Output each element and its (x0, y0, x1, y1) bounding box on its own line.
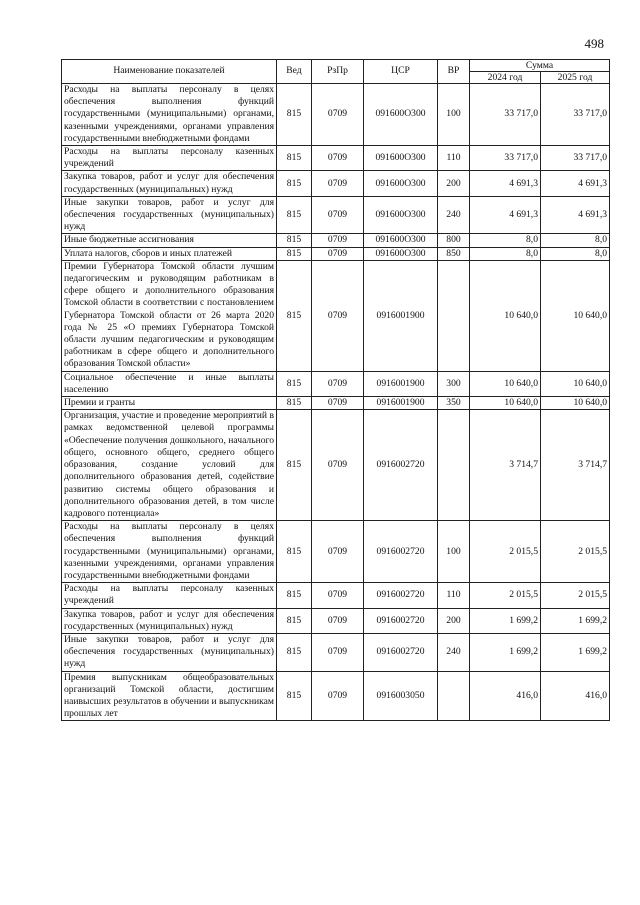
cell-csr: 0916002720 (364, 521, 438, 583)
cell-csr: 091600О300 (364, 171, 438, 196)
cell-vr (438, 260, 470, 371)
cell-sum-2024: 3 714,7 (470, 410, 541, 521)
cell-name: Премии Губернатора Томской области лучшим педагогическим и руководящим работникам в сфере общего и дополнительного образования Томской области в соответствии с постановлением Губернатора Томской области от 26 марта 2020 года № 25 «О премиях Губернатора Томской области лучшим педагогическим и руководящим работникам в сфере общего и дополнительного образования Томской области» (62, 260, 277, 371)
cell-csr: 091600О300 (364, 234, 438, 247)
cell-csr: 0916002720 (364, 633, 438, 671)
header-sum: Сумма (470, 60, 610, 72)
page-number: 498 (584, 36, 604, 51)
cell-name: Расходы на выплаты персоналу в целях обеспечения выполнения функций государственными (муниципальными) органами, казенными учреждениями, органами управления государственными внебюджетными фондами (62, 521, 277, 583)
cell-rzpr: 0709 (312, 196, 364, 234)
cell-vr: 240 (438, 633, 470, 671)
cell-sum-2025: 8,0 (541, 247, 610, 260)
cell-name: Премии и гранты (62, 397, 277, 410)
table-row (62, 84, 610, 146)
table-row (62, 397, 610, 410)
cell-name: Расходы на выплаты персоналу казенных учреждений (62, 146, 277, 171)
cell-name: Организация, участие и проведение мероприятий в рамках ведомственной целевой программы «Обеспечение получения дошкольного, начального общего, основного общего, среднего общего образования, создание условий для дополнительного образования детей, содействие развитию системы общего образования и дополнительного образования детей, в том числе кадрового потенциала» (62, 410, 277, 521)
table-row (62, 583, 610, 608)
cell-ved: 815 (277, 397, 312, 410)
cell-csr: 091600О300 (364, 84, 438, 146)
cell-rzpr: 0709 (312, 146, 364, 171)
cell-name: Социальное обеспечение и иные выплаты населению (62, 371, 277, 396)
cell-vr: 110 (438, 146, 470, 171)
table-row (62, 260, 610, 371)
cell-ved: 815 (277, 260, 312, 371)
cell-sum-2024: 2 015,5 (470, 521, 541, 583)
cell-csr: 091600О300 (364, 146, 438, 171)
cell-sum-2025: 33 717,0 (541, 84, 610, 146)
cell-rzpr: 0709 (312, 84, 364, 146)
table-row (62, 608, 610, 633)
cell-vr: 100 (438, 521, 470, 583)
cell-ved: 815 (277, 583, 312, 608)
cell-rzpr: 0709 (312, 521, 364, 583)
cell-ved: 815 (277, 671, 312, 721)
cell-rzpr: 0709 (312, 234, 364, 247)
cell-sum-2024: 33 717,0 (470, 84, 541, 146)
cell-sum-2024: 4 691,3 (470, 171, 541, 196)
cell-ved: 815 (277, 171, 312, 196)
header-ved: Вед (277, 60, 312, 84)
cell-rzpr: 0709 (312, 171, 364, 196)
cell-vr: 850 (438, 247, 470, 260)
cell-name: Уплата налогов, сборов и иных платежей (62, 247, 277, 260)
cell-rzpr: 0709 (312, 371, 364, 396)
cell-rzpr: 0709 (312, 410, 364, 521)
budget-table (61, 59, 610, 721)
cell-csr: 0916001900 (364, 397, 438, 410)
cell-name: Закупка товаров, работ и услуг для обеспечения государственных (муниципальных) нужд (62, 608, 277, 633)
cell-sum-2024: 8,0 (470, 234, 541, 247)
header-csr: ЦСР (364, 60, 438, 84)
cell-name: Иные бюджетные ассигнования (62, 234, 277, 247)
cell-ved: 815 (277, 521, 312, 583)
table-row (62, 146, 610, 171)
header-rzpr: РзПр (312, 60, 364, 84)
table-row (62, 196, 610, 234)
cell-vr: 300 (438, 371, 470, 396)
cell-rzpr: 0709 (312, 397, 364, 410)
table-row (62, 410, 610, 521)
cell-name: Иные закупки товаров, работ и услуг для обеспечения государственных (муниципальных) нужд (62, 633, 277, 671)
header-name: Наименование показателей (62, 60, 277, 84)
cell-sum-2025: 1 699,2 (541, 608, 610, 633)
cell-sum-2025: 33 717,0 (541, 146, 610, 171)
header-vr: ВР (438, 60, 470, 84)
cell-ved: 815 (277, 247, 312, 260)
table-row (62, 371, 610, 396)
header-year-2025: 2025 год (541, 72, 610, 84)
cell-sum-2024: 4 691,3 (470, 196, 541, 234)
cell-name: Иные закупки товаров, работ и услуг для обеспечения государственных (муниципальных) нужд (62, 196, 277, 234)
cell-sum-2025: 1 699,2 (541, 633, 610, 671)
cell-csr: 091600О300 (364, 247, 438, 260)
cell-csr: 0916002720 (364, 608, 438, 633)
cell-sum-2025: 416,0 (541, 671, 610, 721)
cell-vr (438, 671, 470, 721)
cell-ved: 815 (277, 371, 312, 396)
cell-rzpr: 0709 (312, 247, 364, 260)
table-row (62, 171, 610, 196)
cell-name: Закупка товаров, работ и услуг для обеспечения государственных (муниципальных) нужд (62, 171, 277, 196)
cell-csr: 0916001900 (364, 260, 438, 371)
cell-sum-2024: 8,0 (470, 247, 541, 260)
cell-sum-2025: 2 015,5 (541, 583, 610, 608)
cell-rzpr: 0709 (312, 608, 364, 633)
cell-name: Расходы на выплаты персоналу в целях обеспечения выполнения функций государственными (муниципальными) органами, казенными учреждениями, органами управления государственными внебюджетными фондами (62, 84, 277, 146)
cell-ved: 815 (277, 234, 312, 247)
cell-rzpr: 0709 (312, 671, 364, 721)
header-year-2024: 2024 год (470, 72, 541, 84)
cell-sum-2025: 4 691,3 (541, 171, 610, 196)
cell-vr: 800 (438, 234, 470, 247)
table-row (62, 633, 610, 671)
cell-ved: 815 (277, 84, 312, 146)
cell-vr: 240 (438, 196, 470, 234)
cell-ved: 815 (277, 196, 312, 234)
table-body (62, 84, 610, 721)
cell-ved: 815 (277, 410, 312, 521)
table-row (62, 521, 610, 583)
cell-sum-2024: 10 640,0 (470, 371, 541, 396)
cell-sum-2024: 10 640,0 (470, 260, 541, 371)
cell-csr: 0916002720 (364, 410, 438, 521)
cell-sum-2025: 10 640,0 (541, 371, 610, 396)
cell-ved: 815 (277, 146, 312, 171)
cell-rzpr: 0709 (312, 260, 364, 371)
cell-rzpr: 0709 (312, 583, 364, 608)
cell-sum-2025: 4 691,3 (541, 196, 610, 234)
cell-csr: 0916001900 (364, 371, 438, 396)
cell-sum-2025: 8,0 (541, 234, 610, 247)
cell-ved: 815 (277, 608, 312, 633)
cell-csr: 091600О300 (364, 196, 438, 234)
cell-vr: 200 (438, 608, 470, 633)
table-row (62, 671, 610, 721)
cell-sum-2024: 1 699,2 (470, 633, 541, 671)
cell-csr: 0916002720 (364, 583, 438, 608)
cell-vr: 200 (438, 171, 470, 196)
cell-sum-2024: 33 717,0 (470, 146, 541, 171)
cell-sum-2024: 416,0 (470, 671, 541, 721)
cell-name: Премия выпускникам общеобразовательных организаций Томской области, достигшим наивысших результатов в обучении и выпускникам прошлых лет (62, 671, 277, 721)
cell-sum-2024: 1 699,2 (470, 608, 541, 633)
cell-name: Расходы на выплаты персоналу казенных учреждений (62, 583, 277, 608)
cell-vr: 350 (438, 397, 470, 410)
cell-sum-2025: 10 640,0 (541, 397, 610, 410)
cell-sum-2025: 2 015,5 (541, 521, 610, 583)
table-row (62, 234, 610, 247)
cell-sum-2025: 3 714,7 (541, 410, 610, 521)
cell-ved: 815 (277, 633, 312, 671)
cell-sum-2024: 10 640,0 (470, 397, 541, 410)
cell-sum-2024: 2 015,5 (470, 583, 541, 608)
cell-vr: 110 (438, 583, 470, 608)
cell-vr: 100 (438, 84, 470, 146)
cell-vr (438, 410, 470, 521)
cell-rzpr: 0709 (312, 633, 364, 671)
table-row (62, 247, 610, 260)
cell-sum-2025: 10 640,0 (541, 260, 610, 371)
cell-csr: 0916003050 (364, 671, 438, 721)
